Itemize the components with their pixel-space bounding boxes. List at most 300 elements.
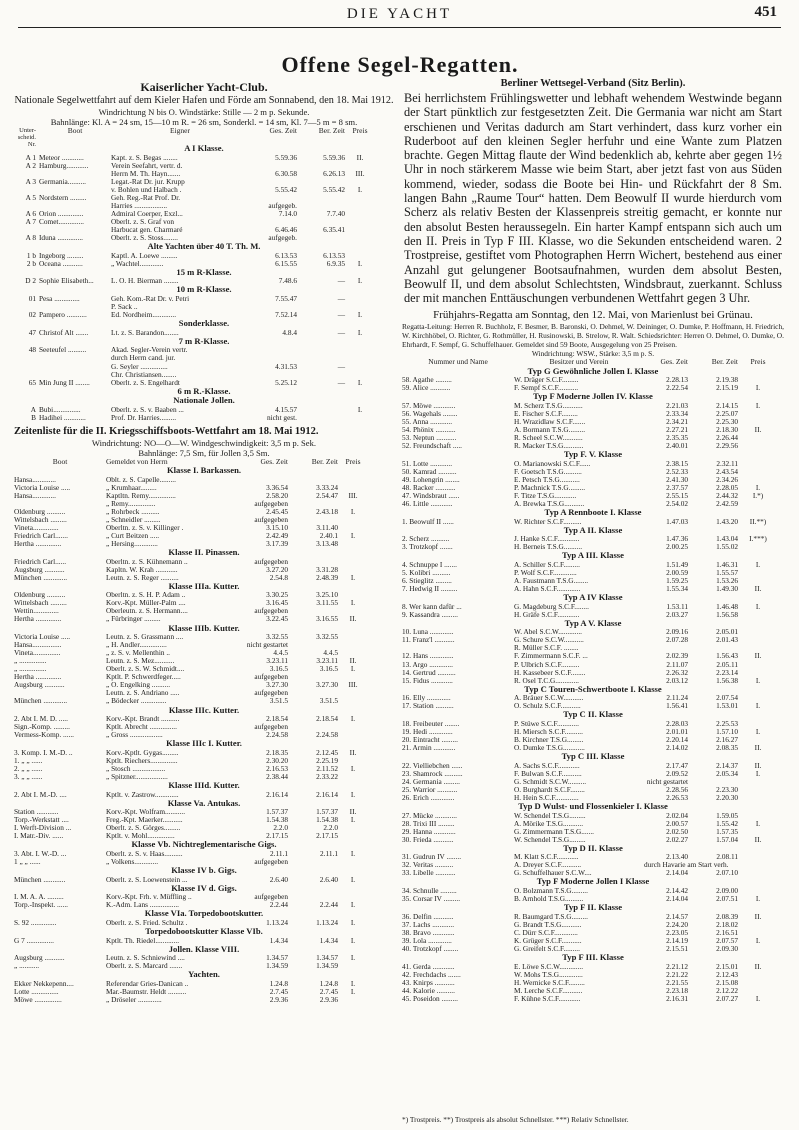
cell-gemeldet: „ H. Andler............... xyxy=(106,640,167,650)
table-row xyxy=(14,715,394,723)
cell-ges-zeit: 2.45.45 xyxy=(266,506,288,516)
class-heading: Typ F Moderne Jollen I Klasse xyxy=(536,876,650,887)
cell-nummer-name: 40. Trotzkopf ........ xyxy=(402,943,459,953)
kh-gem: Gemeldet von Herrn xyxy=(106,456,168,466)
cell-gemeldet: „ Stosch .................. xyxy=(106,763,166,773)
cell-gemeldet: „ Bödecker .............. xyxy=(106,696,167,706)
cell-preis: I. xyxy=(755,400,761,410)
cell-preis xyxy=(738,661,778,669)
table-row xyxy=(14,354,394,362)
cell-preis: I. xyxy=(350,664,356,674)
cell-gemeldet: Oberlt. z. S. Görges......... xyxy=(106,823,181,833)
cell-nummer-name: 49. Lohengrin ........ xyxy=(402,474,460,484)
head-gz: Ges. Zeit xyxy=(269,126,297,135)
cell-gemeldet: Oberltn. z. S. Kühnemann .. xyxy=(106,556,188,566)
cell-besitzer: P. Stüwe S.C.F............ xyxy=(514,718,579,728)
cell-boot: Hansa............. xyxy=(14,474,56,484)
cell-eigner: Harries .................. xyxy=(111,200,168,210)
cell-boot: Augsburg ........... xyxy=(14,564,65,574)
cell-ber-zeit: 3.51.5 xyxy=(319,696,338,706)
cell-besitzer: G. Zimmermann T.S.G....... xyxy=(514,826,594,836)
cell-ber-zeit: 2.16.14 xyxy=(316,789,338,799)
cell-preis: II. xyxy=(754,743,762,753)
cell-preis: I. xyxy=(350,953,356,963)
cell-boot: Augsburg ........... xyxy=(14,680,65,690)
cell-ges-zeit: 1.53.11 xyxy=(666,601,688,611)
cell-boot: I. M. A. A. ......... xyxy=(14,892,64,902)
cell-nr: A 7 xyxy=(25,216,36,226)
cell-preis xyxy=(738,611,778,619)
cell-nummer-name: 6. Stieglitz ......... xyxy=(402,575,452,585)
cell-gemeldet: Oberltn. z. S. v. Killinger . xyxy=(106,522,184,532)
cell-gemeldet: Freg.-Kpt. Maerker........... xyxy=(106,815,183,825)
cell-besitzer: E. Fischer S.C.F......... xyxy=(514,408,578,418)
cell-nr: 01 xyxy=(28,294,36,304)
cell-preis: I. xyxy=(350,506,356,516)
cell-besitzer: O. Burghardt S.C.F........ xyxy=(514,784,585,794)
cell-ber-zeit: 2.07.10 xyxy=(716,868,738,878)
cell-ber-zeit: 1.34.57 xyxy=(316,953,338,963)
cell-nr: A 3 xyxy=(25,176,36,186)
cell-ges-zeit: 2.11.1 xyxy=(270,849,288,859)
cell-ges-zeit: 3.23.11 xyxy=(266,656,288,666)
cell-besitzer: R. Osel T.C.G............. xyxy=(514,675,579,685)
cell-besitzer: A. Sachs S.C.F............ xyxy=(514,760,580,770)
cell-nummer-name: 2. Scherz .......... xyxy=(402,534,450,544)
head-boot: Boot xyxy=(67,126,83,135)
cell-ber-zeit: 2.09.00 xyxy=(716,886,738,896)
cell-preis: II.**) xyxy=(749,516,767,526)
cell-ges-zeit: 2.23.18 xyxy=(666,985,688,995)
officials-text: Regatta-Leitung: Herren R. Buchholz, F. Besmer, B. Baronski, O. Dehmel, W. Deininger, O. Dumke, P. Hoffmann, H. Friedrich, W. Kirchhöbel, O. Richter, G. Rothmüller, H. Rusinowski, B. Strelow, R. Walt. Schiedsrichter: Herren O. Dehmel, O. Dumke, O. Ehrhardt, F. Sempf, G. Schuffelhauer. Gemeldet sind 59 Boote, Ausgegelung von 25 Preisen. xyxy=(402,322,784,350)
head-nr: Unter-scheid. Nr. xyxy=(17,127,36,148)
cell-boot: Wittelsbach ......... xyxy=(14,598,67,608)
cell-preis: II. xyxy=(754,911,762,921)
cell-preis xyxy=(338,558,368,566)
cell-ges-zeit: 2.2.44 xyxy=(269,900,288,910)
cell-preis xyxy=(345,354,375,362)
cell-nummer-name: 28. Trixi III ......... xyxy=(402,818,455,828)
cell-ber-zeit: 2.09.30 xyxy=(716,943,738,953)
cell-ges-zeit: 2.18.54 xyxy=(266,714,288,724)
cell-preis: I. xyxy=(755,935,761,945)
cell-besitzer: F. Titze T.S.G............ xyxy=(514,490,577,500)
running-title: DIE YACHT xyxy=(346,6,453,22)
cell-besitzer: W. Dräger S.C.F......... xyxy=(514,375,579,385)
cell-ber-zeit: 2.07.27 xyxy=(716,993,738,1003)
cell-besitzer: H. Berneis T.S.G.......... xyxy=(514,542,583,552)
cell-besitzer: F. Goetsch T.S.G.......... xyxy=(514,466,582,476)
cell-gemeldet: Leutn. z. S. Mez........... xyxy=(106,656,175,666)
cell-ges-zeit: 2.21.12 xyxy=(666,961,688,971)
cell-boot: Hansa............. xyxy=(14,490,56,500)
cell-ber-zeit: 1.43.04 xyxy=(716,534,738,544)
cell-ber-zeit: 1.55.02 xyxy=(716,542,738,552)
cell-nummer-name: 44. Kalorie .......... xyxy=(402,985,455,995)
cell-ges-zeit: 2.17.15 xyxy=(266,831,288,841)
class-heading: Klasse IIIc. Kutter. xyxy=(168,704,240,715)
cell-ges-zeit: 3.15.10 xyxy=(266,522,288,532)
cell-ber-zeit: 2.07.54 xyxy=(716,693,738,703)
cell-besitzer: O. Schulz S.C.F........... xyxy=(514,701,581,711)
cell-ges-zeit: 5.59.36 xyxy=(275,152,297,162)
cell-ber-zeit: 2.33.22 xyxy=(316,771,338,781)
class-heading: Typ F II. Klasse xyxy=(563,902,623,913)
cell-preis xyxy=(345,202,375,210)
cell-ber-zeit: 2.23.30 xyxy=(716,784,738,794)
cell-ber-zeit: 1.55.42 xyxy=(716,818,738,828)
cell-ges-zeit: 2.02.39 xyxy=(666,651,688,661)
cell-gemeldet: Korv.-Kptlt. Gygas......... xyxy=(106,747,179,757)
cell-preis: I. xyxy=(755,383,761,393)
cell-preis: I. xyxy=(350,979,356,989)
cell-gemeldet: „ Rohrbeck .......... xyxy=(106,506,160,516)
cell-ber-zeit: 2.07.51 xyxy=(716,894,738,904)
cell-ber-zeit: 1.13.24 xyxy=(316,918,338,928)
cell-boot xyxy=(39,354,111,362)
table-row xyxy=(14,681,394,689)
cell-preis: II. xyxy=(754,961,762,971)
cell-besitzer: H. Wernicke S.C.F......... xyxy=(514,977,585,987)
cell-besitzer: H. Miersch S.C.F.......... xyxy=(514,726,583,736)
cell-preis: II. xyxy=(754,651,762,661)
cell-gemeldet: „ Fürbringer ......... xyxy=(106,614,161,624)
cell-ges-zeit: 2.26.32 xyxy=(666,667,688,677)
cell-ges-zeit: 2.37.57 xyxy=(666,482,688,492)
cell-ges-zeit: 2.14.42 xyxy=(666,886,688,896)
cell-boot: Ingeborg ......... xyxy=(39,250,84,260)
cell-boot: Hertha .............. xyxy=(14,538,62,548)
cell-ber-zeit: 2.16.51 xyxy=(716,927,738,937)
cell-ges-zeit: aufgegeb. xyxy=(268,200,297,210)
cell-boot: Lotte ............... xyxy=(14,987,59,997)
kriegs-wind: Windrichtung: NO—O—W. Windgeschwindigkeit: 3,5 m p. Sek. xyxy=(91,437,317,448)
cell-ges-zeit: 2.03.12 xyxy=(666,675,688,685)
cell-preis: I. xyxy=(755,818,761,828)
table-row xyxy=(14,996,394,1004)
cell-ber-zeit: 3.13.48 xyxy=(316,538,338,548)
cell-eigner: G. Seyler ............... xyxy=(111,361,168,371)
class-heading: Klasse Vb. Nichtreglementarische Gigs. xyxy=(131,839,277,850)
cell-nr: 1 b xyxy=(26,250,36,260)
cell-besitzer: O. Dumke T.S.G............ xyxy=(514,743,585,753)
cell-ges-zeit: 2.17.47 xyxy=(666,760,688,770)
cell-ges-zeit: 4.4.5 xyxy=(273,648,288,658)
cell-ber-zeit: 2.05.34 xyxy=(716,768,738,778)
cell-preis: I. xyxy=(357,377,363,387)
cell-ges-zeit: 1.13.24 xyxy=(266,918,288,928)
cell-boot: Friedrich Carl...... xyxy=(14,556,67,566)
cell-preis xyxy=(738,628,778,636)
cell-ges-zeit: 2.38.15 xyxy=(666,458,688,468)
table-row xyxy=(14,508,394,516)
cell-besitzer: G. Schuffelhauer S.C.W.... xyxy=(514,868,592,878)
cell-boot: „ ........... xyxy=(14,961,40,971)
cell-nr: 2 b xyxy=(26,258,36,268)
cell-boot: Sophie Elisabeth... xyxy=(39,276,94,286)
cell-gemeldet: „ Gross .................. xyxy=(106,730,163,740)
cell-ges-zeit: 1.59.25 xyxy=(666,575,688,585)
cell-ges-zeit: 4.15.57 xyxy=(275,404,297,414)
cell-ges-zeit: 2.54.02 xyxy=(666,498,688,508)
cell-nummer-name: 18. Freibeuter ........ xyxy=(402,718,460,728)
cell-boot: Wettin.............. xyxy=(14,606,59,616)
class-heading: Jollen. Klasse VIII. xyxy=(168,943,240,954)
cell-ges-zeit: 2.21.55 xyxy=(666,977,688,987)
cell-ber-zeit: 2.43.54 xyxy=(716,466,738,476)
cell-eigner: Ed. Nordheim............. xyxy=(111,310,177,320)
cell-eigner: Oberlt. z. S. Stoss........ xyxy=(111,233,178,243)
page-number: 451 xyxy=(754,4,777,20)
cell-ges-zeit: 2.13.40 xyxy=(666,852,688,862)
cell-preis xyxy=(738,971,778,979)
cell-ges-zeit: 3.16.5 xyxy=(269,664,288,674)
cell-ges-zeit: 4.8.4 xyxy=(282,327,297,337)
cell-ber-zeit: 2.43.18 xyxy=(316,506,338,516)
cell-ber-zeit: 1.59.05 xyxy=(716,810,738,820)
cell-preis xyxy=(738,778,778,786)
cell-ber-zeit: 2.12.43 xyxy=(716,969,738,979)
cell-eigner: Geh. Reg.-Rat Prof. Dr. xyxy=(111,192,181,202)
cell-gemeldet: Kptlt. v. Zastrow............. xyxy=(106,789,179,799)
cell-ber-zeit: 2.14.37 xyxy=(716,760,738,770)
cell-nummer-name: 35. Corsar IV ......... xyxy=(402,894,461,904)
cell-preis xyxy=(738,869,778,877)
cell-ber-zeit: 3.31.28 xyxy=(316,564,338,574)
cell-ber-zeit: 2.05.11 xyxy=(716,659,738,669)
cell-ges-zeit: 1.51.49 xyxy=(666,559,688,569)
cell-besitzer: A. Brewka T.S.G........... xyxy=(514,498,585,508)
class-heading: Typ D II. Klasse xyxy=(563,842,623,853)
cell-gemeldet: Leutn. z. S. Grassmann .... xyxy=(106,632,184,642)
cell-ges-zeit: 1.34.57 xyxy=(266,953,288,963)
cell-boot: 1 „ „ ...... xyxy=(14,857,41,867)
class-heading: Typ F. V. Klasse xyxy=(563,449,623,460)
table-row xyxy=(14,599,394,607)
cell-preis xyxy=(345,414,375,422)
cell-preis: I. xyxy=(357,310,363,320)
cell-nummer-name: 25. Warrior ........... xyxy=(402,784,458,794)
cell-ges-zeit: 2.21.22 xyxy=(666,969,688,979)
cell-preis xyxy=(738,410,778,418)
cell-boot: Vineta.............. xyxy=(14,522,59,532)
club-title: Kaiserlicher Yacht-Club. xyxy=(140,80,268,94)
cell-nummer-name: 10. Luna ............. xyxy=(402,627,454,637)
cell-eigner: Geh. Kom.-Rat Dr. v. Petri xyxy=(111,294,190,304)
cell-besitzer: R. Macker T.S.G........... xyxy=(514,441,584,451)
cell-preis: I. xyxy=(755,559,761,569)
cell-ges-zeit: 2.02.27 xyxy=(666,834,688,844)
cell-preis: I. xyxy=(755,993,761,1003)
cell-preis xyxy=(338,476,368,484)
cell-ges-zeit: 2.52.33 xyxy=(666,466,688,476)
cell-preis xyxy=(338,723,368,731)
cell-nummer-name: 26. Erich ............. xyxy=(402,792,455,802)
cell-ges-zeit: 2.28.03 xyxy=(666,718,688,728)
cell-ber-zeit: 2.9.36 xyxy=(319,995,338,1005)
cell-preis: I. xyxy=(755,894,761,904)
cell-ber-zeit: 1.55.57 xyxy=(716,567,738,577)
cell-nummer-name: 59. Alice ........... xyxy=(402,383,451,393)
cell-ber-zeit: 1.53.26 xyxy=(716,575,738,585)
cell-ges-zeit: 5.25.12 xyxy=(275,377,297,387)
class-heading: Klasse IIIb. Kutter. xyxy=(168,622,240,633)
cell-preis: I. xyxy=(350,789,356,799)
class-heading: Typ A II. Klasse xyxy=(563,524,623,535)
cell-boot: Oldenburg .......... xyxy=(14,590,66,600)
cell-boot xyxy=(39,363,111,371)
cell-boot: Min Jung II ........ xyxy=(39,377,90,387)
cell-nummer-name: 19. Hedi ............. xyxy=(402,726,453,736)
cell-ber-zeit: 3.33.24 xyxy=(316,482,338,492)
table-row xyxy=(402,995,784,1003)
cell-ges-zeit: 2.42.49 xyxy=(266,530,288,540)
cell-besitzer: A. Mörike T.S.G........... xyxy=(514,818,584,828)
class-heading: Klasse IV b. Gigs. xyxy=(171,865,237,876)
cell-preis xyxy=(338,858,368,866)
cell-gemeldet: „ Curt Beitzen ..... xyxy=(106,530,160,540)
cell-boot: Hadihei ............ xyxy=(39,412,86,422)
cell-boot: Bubi............... xyxy=(39,404,81,414)
cell-ber-zeit: 2.08.11 xyxy=(716,852,738,862)
cell-ges-zeit: 2.14.04 xyxy=(666,868,688,878)
cell-ges-zeit: 2.2.0 xyxy=(273,823,288,833)
table-row xyxy=(14,492,394,500)
header-rule xyxy=(18,27,781,28)
cell-ges-zeit: aufgegeben xyxy=(254,514,288,524)
cell-preis: III. xyxy=(348,490,358,500)
cell-ber-zeit: 2.16.27 xyxy=(716,735,738,745)
cell-ges-zeit: 2.15.51 xyxy=(666,943,688,953)
cell-besitzer: O. Bolzmann T.S.G......... xyxy=(514,886,588,896)
cell-ges-zeit: 2.00.57 xyxy=(666,818,688,828)
cell-preis: I. xyxy=(755,482,761,492)
cell-preis xyxy=(738,921,778,929)
cell-nr: A xyxy=(30,404,36,414)
cell-gemeldet: Leutn. z. S. Andriano ..... xyxy=(106,688,180,698)
cell-preis xyxy=(338,824,368,832)
cell-ber-zeit: 3.16.55 xyxy=(316,614,338,624)
cell-besitzer: G. Schmidt S.C.W.......... xyxy=(514,776,587,786)
cell-preis xyxy=(738,861,778,869)
cell-gemeldet: Leutn. z. S. Schniewind .... xyxy=(106,953,185,963)
cell-boot: 3. Komp. I. M.-D. .. xyxy=(14,747,73,757)
cell-boot: Seeteufel .......... xyxy=(39,345,87,355)
cell-boot: Pampero ........... xyxy=(39,310,87,320)
cell-ges-zeit: 6.46.46 xyxy=(275,225,297,235)
cell-ber-zeit: 1.57.04 xyxy=(716,834,738,844)
cell-ges-zeit: 2.16.53 xyxy=(266,763,288,773)
cell-ges-zeit: 4.31.53 xyxy=(275,361,297,371)
cell-preis xyxy=(338,633,368,641)
cell-nummer-name: 54. Phönix ........... xyxy=(402,424,456,434)
cell-nummer-name: 22. Vielliebchen ...... xyxy=(402,760,463,770)
cell-besitzer: M. Klatt S.C.F............ xyxy=(514,852,579,862)
cell-ges-zeit: 1.57.37 xyxy=(266,807,288,817)
kh-gz: Ges. Zeit xyxy=(260,456,288,466)
cell-eigner: v. Bohlen und Halbach . xyxy=(111,184,182,194)
cell-preis xyxy=(338,731,368,739)
cell-boot: Iduna .............. xyxy=(39,233,83,243)
cell-ber-zeit: 5.55.42 xyxy=(323,184,345,194)
cell-preis: I. xyxy=(350,598,356,608)
cell-ges-zeit: 2.28.13 xyxy=(666,375,688,385)
cell-preis: I. xyxy=(350,900,356,910)
table-row xyxy=(14,414,394,422)
cell-preis xyxy=(338,641,368,649)
cell-eigner: Lt. z. S. Barandon........ xyxy=(111,327,179,337)
cell-nummer-name: 14. Gertrud .......... xyxy=(402,667,456,677)
cell-ber-zeit: 5.59.36 xyxy=(323,152,345,162)
cell-nummer-name: 12. Hans ............. xyxy=(402,651,454,661)
cell-boot: Vermess-Komp. ...... xyxy=(14,730,74,740)
cell-ges-zeit: 2.02.50 xyxy=(666,826,688,836)
cell-boot: Christof Alt ....... xyxy=(39,327,89,337)
cell-preis: I. xyxy=(350,815,356,825)
cell-ges-zeit: 2.34.21 xyxy=(666,416,688,426)
wind-info: Windrichtung N bis O. Windstärke: Stille — 2 m p. Sekunde. xyxy=(98,107,310,117)
cell-boot: Meteor ............ xyxy=(39,152,84,162)
cell-ber-zeit: 2.20.30 xyxy=(716,792,738,802)
cell-ges-zeit: 2.58.20 xyxy=(266,490,288,500)
cell-nummer-name: 31. Gudrun IV ........ xyxy=(402,852,462,862)
cell-besitzer: A. Dreyer S.C.F........... xyxy=(514,860,582,870)
cell-ber-zeit: 2.25.07 xyxy=(716,408,738,418)
rh-bes: Besitzer und Verein xyxy=(549,357,609,367)
cell-nummer-name: 7. Hedwig II ......... xyxy=(402,584,458,593)
cell-nummer-name: 48. Racker ........... xyxy=(402,482,456,492)
cell-nummer-name: 41. Gerda ............ xyxy=(402,961,455,971)
cell-gemeldet: Korv.-Kpt. Wolfram........... xyxy=(106,807,186,817)
cell-ges-zeit: 2.14.57 xyxy=(666,911,688,921)
kh-preis: Preis xyxy=(345,456,361,466)
cell-nummer-name: 17. Station .......... xyxy=(402,701,454,711)
cell-boot: G 7 ............... xyxy=(14,935,54,945)
cell-preis xyxy=(738,636,778,644)
cell-ber-zeit: 2.7.45 xyxy=(319,987,338,997)
cell-nummer-name: 47. Windsbraut ...... xyxy=(402,490,460,500)
class-heading: A I Klasse. xyxy=(184,143,224,153)
cell-ber-zeit: 2.24.58 xyxy=(316,730,338,740)
class-heading: Typ C II. Klasse xyxy=(563,709,623,720)
cell-preis xyxy=(338,996,368,1004)
cell-nr: A 8 xyxy=(25,233,36,243)
class-heading: Sonderklasse. xyxy=(178,318,230,329)
cell-preis xyxy=(345,210,375,218)
cell-ges-zeit: 2.09.16 xyxy=(666,627,688,637)
cell-ges-zeit: 2.40.01 xyxy=(666,441,688,451)
cell-ges-zeit: 2.14.19 xyxy=(666,935,688,945)
cell-gemeldet: Leutn. z. S. Reger .......... xyxy=(106,572,179,582)
cell-gemeldet: Mar.-Baumstr. Heldt .......... xyxy=(106,987,187,997)
cell-preis xyxy=(345,194,375,202)
cell-besitzer: G. Schure S.C.W........... xyxy=(514,635,584,645)
cell-ges-zeit: 2.54.8 xyxy=(269,572,288,582)
cell-nummer-name: 55. Anna ............ xyxy=(402,416,453,426)
cell-ber-zeit: 2.01.43 xyxy=(716,635,738,645)
cell-gemeldet: „ Schneidler ......... xyxy=(106,514,161,524)
cell-boot: Sign.-Komp. ......... xyxy=(14,722,70,732)
cell-preis xyxy=(345,363,375,371)
cell-preis xyxy=(338,832,368,840)
cell-ges-zeit: 3.32.55 xyxy=(266,632,288,642)
cell-preis xyxy=(345,346,375,354)
cell-ges-zeit: 2.7.45 xyxy=(269,987,288,997)
cell-preis xyxy=(738,945,778,953)
cell-ber-zeit: 1.24.8 xyxy=(319,979,338,989)
cell-gemeldet: Kptlt. Th. Riedel............. xyxy=(106,935,180,945)
cell-ges-zeit: aufgegeben xyxy=(254,857,288,867)
